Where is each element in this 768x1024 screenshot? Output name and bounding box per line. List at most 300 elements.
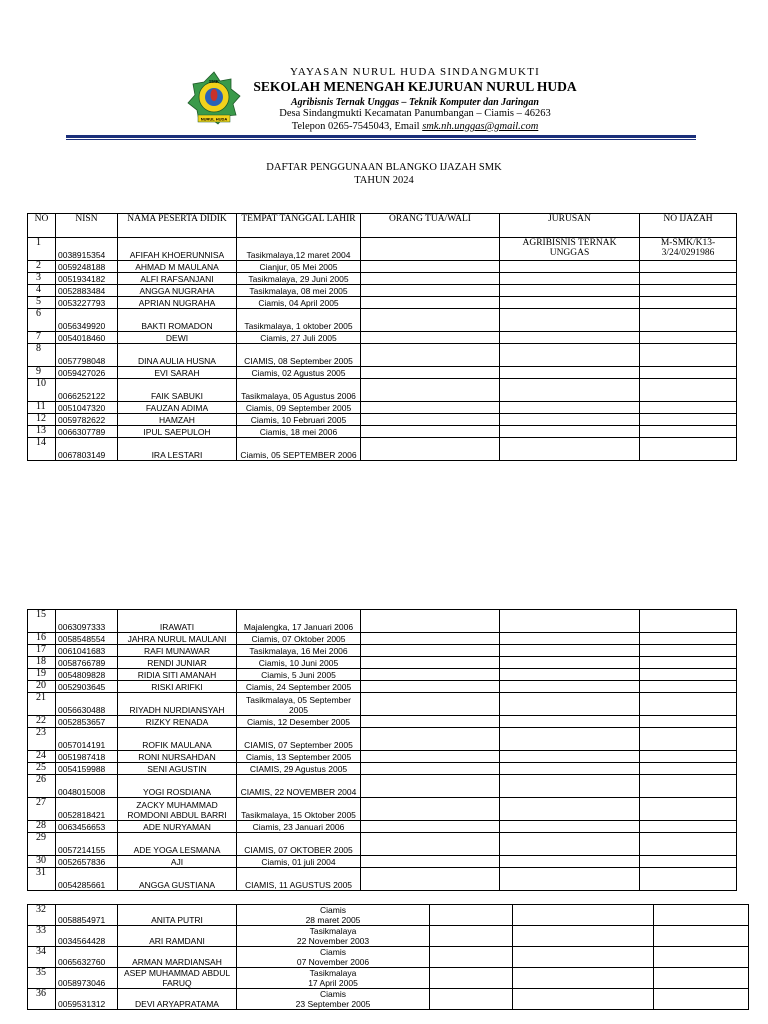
school-address: Desa Sindangmukti Kecamatan Panumbangan – Ciamis – 46263 (279, 108, 551, 119)
cell-jurusan (500, 344, 640, 367)
cell-nisn: 0052657836 (56, 856, 118, 868)
cell-wali (361, 438, 500, 461)
cell-jurusan: AGRIBISNIS TERNAK UNGGAS (500, 238, 640, 261)
cell-wali (430, 905, 513, 926)
cell-nama: HAMZAH (118, 414, 237, 426)
cell-ttl: Ciamis, 09 September 2005 (237, 402, 361, 414)
cell-no: 35 (28, 968, 56, 989)
cell-wali (361, 238, 500, 261)
cell-ttl: Ciamis, 23 Januari 2006 (237, 821, 361, 833)
birth-place: Ciamis (320, 947, 346, 957)
cell-jurusan (500, 610, 640, 633)
cell-wali (430, 989, 513, 1010)
cell-no: 10 (28, 379, 56, 402)
cell-ijazah (640, 821, 737, 833)
cell-nisn: 0054285661 (56, 868, 118, 891)
cell-nisn: 0058766789 (56, 657, 118, 669)
cell-ijazah (654, 905, 749, 926)
cell-nama: IPUL SAEPULOH (118, 426, 237, 438)
cell-wali (361, 285, 500, 297)
cell-nama: ZACKY MUHAMMAD ROMDONI ABDUL BARRI (118, 798, 237, 821)
cell-no: 19 (28, 669, 56, 681)
cell-no: 14 (28, 438, 56, 461)
table-row (28, 693, 737, 716)
cell-nama: ADE YOGA LESMANA (118, 833, 237, 856)
cell-wali (361, 402, 500, 414)
cell-nisn: 0059248188 (56, 261, 118, 273)
cell-no: 25 (28, 763, 56, 775)
cell-ttl: Tasikmalaya, 08 mei 2005 (237, 285, 361, 297)
cell-wali (361, 728, 500, 751)
cell-nama: APRIAN NUGRAHA (118, 297, 237, 309)
cell-nama: JAHRA NURUL MAULANI (118, 633, 237, 645)
cell-nisn: 0048015008 (56, 775, 118, 798)
cell-no: 33 (28, 926, 56, 947)
cell-no: 24 (28, 751, 56, 763)
table-row (28, 633, 737, 645)
cell-ttl: Cianjur, 05 Mei 2005 (237, 261, 361, 273)
cell-jurusan (500, 728, 640, 751)
cell-no: 34 (28, 947, 56, 968)
cell-nisn: 0056349920 (56, 309, 118, 332)
cell-wali (361, 645, 500, 657)
school-name: SEKOLAH MENENGAH KEJURUAN NURUL HUDA (253, 79, 577, 94)
cell-jurusan (513, 926, 654, 947)
table-row (28, 716, 737, 728)
cell-no: 26 (28, 775, 56, 798)
table-row (28, 261, 737, 273)
cell-ijazah (640, 657, 737, 669)
cell-no: 31 (28, 868, 56, 891)
header-ttl: TEMPAT TANGGAL LAHIR (237, 214, 361, 238)
cell-wali (361, 775, 500, 798)
cell-ijazah (640, 426, 737, 438)
cell-ttl: CIAMIS, 07 OKTOBER 2005 (237, 833, 361, 856)
cell-nisn: 0054159988 (56, 763, 118, 775)
cell-nama: IRAWATI (118, 610, 237, 633)
cell-ttl: Ciamis, 27 Juli 2005 (237, 332, 361, 344)
cell-jurusan (500, 645, 640, 657)
cell-wali (361, 344, 500, 367)
table-row (28, 379, 737, 402)
cell-no: 32 (28, 905, 56, 926)
cell-ijazah (640, 751, 737, 763)
table-row (28, 297, 737, 309)
cell-nama: EVI SARAH (118, 367, 237, 379)
cell-ijazah (640, 633, 737, 645)
birth-place: Tasikmalaya (309, 926, 357, 936)
cell-ijazah (640, 438, 737, 461)
cell-jurusan (500, 379, 640, 402)
header-ijazah: NO IJAZAH (640, 214, 737, 238)
cell-jurusan (500, 285, 640, 297)
cell-no: 28 (28, 821, 56, 833)
cell-ijazah (640, 402, 737, 414)
cell-wali (361, 821, 500, 833)
cell-jurusan (500, 775, 640, 798)
cell-no: 21 (28, 693, 56, 716)
cell-no: 17 (28, 645, 56, 657)
cell-ttl: Tasikmalaya, 05 September 2005 (237, 693, 361, 716)
cell-jurusan (500, 856, 640, 868)
cell-jurusan (500, 426, 640, 438)
cell-nisn: 0063456653 (56, 821, 118, 833)
table-row (28, 344, 737, 367)
cell-ijazah (640, 775, 737, 798)
ijazah-table-part-2 (27, 609, 737, 891)
cell-wali (430, 947, 513, 968)
birth-date: 07 November 2006 (296, 957, 370, 967)
cell-ttl (237, 947, 430, 968)
logo-top-text: SMK (209, 79, 219, 84)
cell-ttl (237, 905, 430, 926)
cell-nisn: 0067803149 (56, 438, 118, 461)
cell-ttl: Tasikmalaya, 1 oktober 2005 (237, 309, 361, 332)
table-row (28, 833, 737, 856)
birth-date: 17 April 2005 (308, 978, 358, 988)
cell-jurusan (500, 332, 640, 344)
cell-jurusan (513, 947, 654, 968)
cell-nisn: 0051987418 (56, 751, 118, 763)
cell-wali (361, 332, 500, 344)
cell-nisn: 0058854971 (56, 905, 118, 926)
cell-ttl: Ciamis, 24 September 2005 (237, 681, 361, 693)
cell-nisn: 0057214155 (56, 833, 118, 856)
cell-wali (361, 751, 500, 763)
cell-nama: RIZKY RENADA (118, 716, 237, 728)
email-link[interactable]: smk.nh.unggas@gmail.com (422, 121, 539, 132)
cell-ttl: Tasikmalaya, 05 Agustus 2006 (237, 379, 361, 402)
header-wali: ORANG TUA/WALI (361, 214, 500, 238)
table-row (28, 426, 737, 438)
cell-ttl: CIAMIS, 29 Agustus 2005 (237, 763, 361, 775)
cell-jurusan (513, 905, 654, 926)
cell-ijazah (640, 414, 737, 426)
cell-nama: FAUZAN ADIMA (118, 402, 237, 414)
cell-wali (361, 657, 500, 669)
cell-ttl: Ciamis, 07 Oktober 2005 (237, 633, 361, 645)
table-row (28, 285, 737, 297)
document-title: DAFTAR PENGGUNAAN BLANGKO IJAZAH SMK (266, 162, 502, 173)
cell-ijazah (640, 610, 737, 633)
table-row (28, 763, 737, 775)
cell-ttl: Ciamis, 02 Agustus 2005 (237, 367, 361, 379)
cell-ttl: CIAMIS, 08 September 2005 (237, 344, 361, 367)
cell-jurusan (500, 751, 640, 763)
table-row (28, 669, 737, 681)
cell-ijazah (640, 833, 737, 856)
cell-ttl: Ciamis, 18 mei 2006 (237, 426, 361, 438)
cell-wali (361, 716, 500, 728)
cell-ttl: Ciamis, 04 April 2005 (237, 297, 361, 309)
cell-nama: ADE NURYAMAN (118, 821, 237, 833)
table-row (28, 947, 749, 968)
cell-no: 6 (28, 309, 56, 332)
cell-wali (361, 426, 500, 438)
cell-wali (361, 261, 500, 273)
cell-nisn: 0051934182 (56, 273, 118, 285)
birth-place: Ciamis (320, 989, 346, 999)
cell-nama: AJI (118, 856, 237, 868)
cell-wali (361, 273, 500, 285)
cell-ijazah (640, 681, 737, 693)
cell-ttl: Tasikmalaya, 16 Mei 2006 (237, 645, 361, 657)
cell-ttl (237, 968, 430, 989)
table-row (28, 645, 737, 657)
birth-place: Ciamis (320, 905, 346, 915)
cell-nisn: 0052883484 (56, 285, 118, 297)
table-row (28, 989, 749, 1010)
school-contact (250, 121, 580, 132)
cell-no: 7 (28, 332, 56, 344)
cell-no: 12 (28, 414, 56, 426)
cell-jurusan (500, 693, 640, 716)
table-row (28, 610, 737, 633)
cell-nama: RIDIA SITI AMANAH (118, 669, 237, 681)
cell-jurusan (500, 273, 640, 285)
cell-nama: RONI NURSAHDAN (118, 751, 237, 763)
cell-nisn: 0058973046 (56, 968, 118, 989)
table-row (28, 775, 737, 798)
cell-nisn: 0052903645 (56, 681, 118, 693)
cell-ijazah (640, 273, 737, 285)
table-row (28, 905, 749, 926)
table-row (28, 273, 737, 285)
cell-jurusan (500, 297, 640, 309)
cell-nama: RAFI MUNAWAR (118, 645, 237, 657)
cell-ijazah (640, 856, 737, 868)
cell-ijazah (654, 947, 749, 968)
cell-no: 27 (28, 798, 56, 821)
cell-ijazah (640, 261, 737, 273)
cell-ijazah (640, 297, 737, 309)
cell-jurusan (500, 669, 640, 681)
cell-nama: FAIK SABUKI (118, 379, 237, 402)
cell-nama: DEWI (118, 332, 237, 344)
cell-ijazah (640, 645, 737, 657)
cell-ijazah (640, 367, 737, 379)
letterhead-rule-thin (66, 139, 696, 140)
cell-nama: ALFI RAFSANJANI (118, 273, 237, 285)
cell-no: 1 (28, 238, 56, 261)
cell-jurusan (500, 821, 640, 833)
cell-jurusan (500, 261, 640, 273)
table-row (28, 868, 737, 891)
cell-jurusan (513, 989, 654, 1010)
cell-wali (361, 868, 500, 891)
cell-jurusan (500, 402, 640, 414)
cell-nama: IRA LESTARI (118, 438, 237, 461)
cell-nama: ANGGA NUGRAHA (118, 285, 237, 297)
ijazah-table-part-3 (27, 904, 749, 1010)
table-row (28, 856, 737, 868)
cell-ttl: Ciamis, 5 Juni 2005 (237, 669, 361, 681)
cell-wali (361, 379, 500, 402)
table-row (28, 332, 737, 344)
birth-place: Tasikmalaya (309, 968, 357, 978)
cell-nisn: 0063097333 (56, 610, 118, 633)
logo-ribbon-text: NURUL HUDA (200, 116, 228, 122)
cell-jurusan (500, 657, 640, 669)
cell-wali (430, 968, 513, 989)
cell-ijazah (640, 669, 737, 681)
cell-no: 8 (28, 344, 56, 367)
table-row (28, 238, 737, 261)
cell-nisn: 0057798048 (56, 344, 118, 367)
cell-nisn: 0054809828 (56, 669, 118, 681)
cell-no: 13 (28, 426, 56, 438)
cell-nisn: 0053227793 (56, 297, 118, 309)
cell-nama: AFIFAH KHOERUNNISA (118, 238, 237, 261)
table-row (28, 798, 737, 821)
cell-ijazah (654, 968, 749, 989)
cell-nama: ASEP MUHAMMAD ABDUL FARUQ (118, 968, 237, 989)
cell-nama: ROFIK MAULANA (118, 728, 237, 751)
cell-wali (361, 610, 500, 633)
cell-ijazah (640, 344, 737, 367)
cell-nisn: 0056630488 (56, 693, 118, 716)
cell-no: 30 (28, 856, 56, 868)
cell-nisn: 0034564428 (56, 926, 118, 947)
cell-ijazah (640, 763, 737, 775)
cell-ijazah (654, 926, 749, 947)
cell-nisn: 0052853657 (56, 716, 118, 728)
cell-nama: AHMAD M MAULANA (118, 261, 237, 273)
cell-nisn: 0054018460 (56, 332, 118, 344)
cell-wali (361, 693, 500, 716)
cell-nisn: 0038915354 (56, 238, 118, 261)
cell-ttl: CIAMIS, 11 AGUSTUS 2005 (237, 868, 361, 891)
cell-jurusan (500, 309, 640, 332)
cell-nisn: 0052818421 (56, 798, 118, 821)
cell-ijazah (640, 379, 737, 402)
cell-no: 15 (28, 610, 56, 633)
cell-wali (361, 833, 500, 856)
table-row (28, 681, 737, 693)
cell-no: 20 (28, 681, 56, 693)
phone-text: Telepon 0265-7545043, Email (291, 121, 423, 132)
cell-ijazah (654, 989, 749, 1010)
cell-nama: RISKI ARIFKI (118, 681, 237, 693)
cell-nama: SENI AGUSTIN (118, 763, 237, 775)
cell-nama: DEVI ARYAPRATAMA (118, 989, 237, 1010)
cell-nama: BAKTI ROMADON (118, 309, 237, 332)
birth-date: 28 maret 2005 (305, 915, 361, 925)
table-row (28, 728, 737, 751)
letterhead-rule-thick (66, 135, 696, 138)
cell-ijazah (640, 332, 737, 344)
header-jurusan: JURUSAN (500, 214, 640, 238)
school-programs: Agribisnis Ternak Unggas – Teknik Komputer dan Jaringan (291, 97, 539, 108)
foundation-name: YAYASAN NURUL HUDA SINDANGMUKTI (290, 66, 540, 78)
cell-nama: DINA AULIA HUSNA (118, 344, 237, 367)
table-row (28, 821, 737, 833)
cell-ttl: Ciamis, 05 SEPTEMBER 2006 (237, 438, 361, 461)
cell-nisn: 0061041683 (56, 645, 118, 657)
table-header-row (28, 214, 737, 238)
cell-no: 2 (28, 261, 56, 273)
cell-nisn: 0066307789 (56, 426, 118, 438)
header-no: NO (28, 214, 56, 238)
cell-ttl: CIAMIS, 22 NOVEMBER 2004 (237, 775, 361, 798)
cell-ttl: Ciamis, 10 Februari 2005 (237, 414, 361, 426)
cell-wali (361, 681, 500, 693)
cell-nama: ARI RAMDANI (118, 926, 237, 947)
cell-wali (361, 367, 500, 379)
cell-nama: ANGGA GUSTIANA (118, 868, 237, 891)
cell-ijazah (640, 716, 737, 728)
cell-nama: ARMAN MARDIANSAH (118, 947, 237, 968)
cell-ijazah: M-SMK/K13-3/24/0291986 (640, 238, 737, 261)
ijazah-table-part-1 (27, 213, 737, 461)
cell-ttl: Ciamis, 10 Juni 2005 (237, 657, 361, 669)
cell-no: 18 (28, 657, 56, 669)
cell-jurusan (500, 716, 640, 728)
cell-nisn: 0065632760 (56, 947, 118, 968)
cell-ttl: Ciamis, 12 Desember 2005 (237, 716, 361, 728)
cell-no: 9 (28, 367, 56, 379)
cell-no: 4 (28, 285, 56, 297)
cell-nama: ANITA PUTRI (118, 905, 237, 926)
cell-no: 3 (28, 273, 56, 285)
cell-nama: RENDI JUNIAR (118, 657, 237, 669)
cell-jurusan (500, 763, 640, 775)
cell-ttl: Ciamis, 13 September 2005 (237, 751, 361, 763)
cell-wali (361, 798, 500, 821)
cell-ttl: Tasikmalaya, 29 Juni 2005 (237, 273, 361, 285)
cell-nisn: 0066252122 (56, 379, 118, 402)
cell-nisn: 0059427026 (56, 367, 118, 379)
cell-jurusan (500, 833, 640, 856)
cell-jurusan (500, 798, 640, 821)
cell-wali (361, 669, 500, 681)
cell-wali (361, 856, 500, 868)
table-row (28, 438, 737, 461)
cell-jurusan (500, 681, 640, 693)
cell-no: 5 (28, 297, 56, 309)
cell-wali (361, 414, 500, 426)
table-row (28, 968, 749, 989)
cell-jurusan (500, 414, 640, 426)
cell-nama: RIYADH NURDIANSYAH (118, 693, 237, 716)
cell-wali (361, 763, 500, 775)
cell-jurusan (513, 968, 654, 989)
cell-no: 16 (28, 633, 56, 645)
cell-no: 36 (28, 989, 56, 1010)
cell-nisn: 0051047320 (56, 402, 118, 414)
cell-nisn: 0057014191 (56, 728, 118, 751)
cell-no: 22 (28, 716, 56, 728)
cell-no: 29 (28, 833, 56, 856)
cell-wali (361, 309, 500, 332)
cell-ijazah (640, 693, 737, 716)
table-row (28, 402, 737, 414)
table-row (28, 657, 737, 669)
cell-ijazah (640, 868, 737, 891)
cell-jurusan (500, 438, 640, 461)
cell-ttl: CIAMIS, 07 September 2005 (237, 728, 361, 751)
cell-ijazah (640, 309, 737, 332)
cell-ttl: Tasikmalaya, 15 Oktober 2005 (237, 798, 361, 821)
cell-jurusan (500, 367, 640, 379)
table-row (28, 367, 737, 379)
cell-nisn: 0059782622 (56, 414, 118, 426)
header-nama: NAMA PESERTA DIDIK (118, 214, 237, 238)
cell-jurusan (500, 633, 640, 645)
cell-jurusan (500, 868, 640, 891)
table-row (28, 751, 737, 763)
school-logo (186, 70, 242, 126)
